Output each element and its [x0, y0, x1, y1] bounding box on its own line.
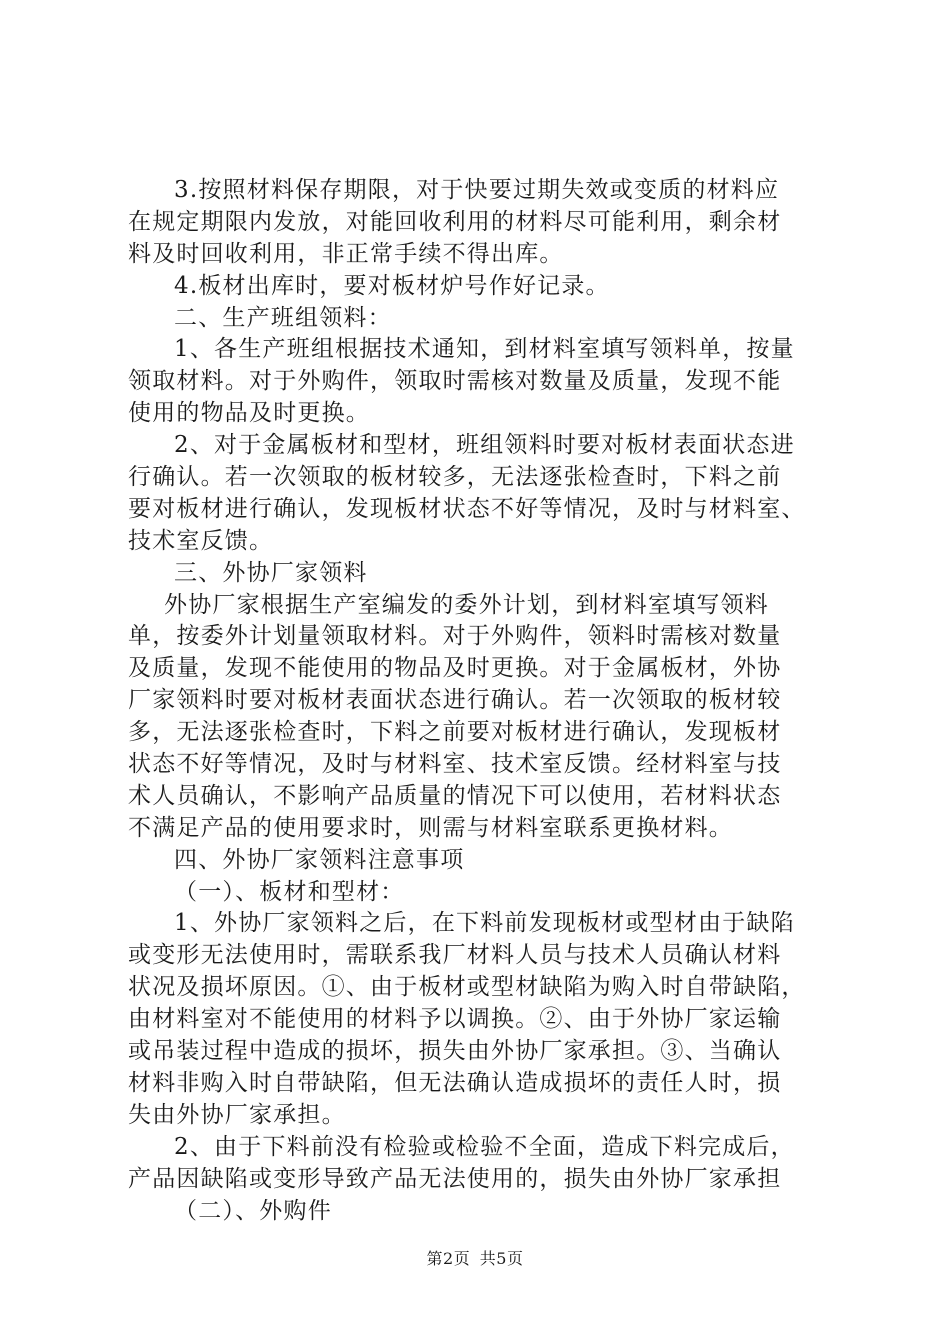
text-line: 1、各生产班组根据技术通知，到材料室填写领料单，按量 [174, 336, 795, 363]
text-line: 单，按委外计划量领取材料。对于外购件，领料时需核对数量 [128, 623, 782, 650]
text-line: 使用的物品及时更换。 [128, 400, 370, 427]
text-line: 术人员确认，不影响产品质量的情况下可以使用，若材料状态 [128, 782, 782, 809]
text-line: 失由外协厂家承担。 [128, 1101, 346, 1128]
text-line: 外协厂家根据生产室编发的委外计划，到材料室填写领料 [164, 591, 769, 618]
text-line: 领取材料。对于外购件，领取时需核对数量及质量，发现不能 [128, 368, 782, 395]
text-line: 及质量，发现不能使用的物品及时更换。对于金属板材，外协 [128, 655, 782, 682]
text-line: 二、生产班组领料： [174, 304, 392, 331]
text-line: 技术室反馈。 [128, 527, 274, 554]
text-line: 在规定期限内发放，对能回收利用的材料尽可能利用，剩余材 [128, 208, 782, 235]
text-line: 4.板材出库时，要对板材炉号作好记录。 [174, 272, 610, 299]
text-line: 2、对于金属板材和型材，班组领料时要对板材表面状态进 [174, 432, 795, 459]
text-line: 多，无法逐张检查时，下料之前要对板材进行确认，发现板材 [128, 719, 782, 746]
text-line: 材料非购入时自带缺陷，但无法确认造成损坏的责任人时，损 [128, 1069, 782, 1096]
text-line: 2、由于下料前没有检验或检验不全面，造成下料完成后， [174, 1133, 795, 1160]
page-footer [0, 1246, 950, 1269]
text-line: （一）、板材和型材： [174, 878, 405, 905]
text-line: 不满足产品的使用要求时，则需与材料室联系更换材料。 [128, 814, 733, 841]
text-line: 三、外协厂家领料 [174, 559, 368, 586]
text-line: 四、外协厂家领料注意事项 [174, 846, 465, 873]
text-line: 状况及损坏原因。①、由于板材或型材缺陷为购入时自带缺陷， [128, 974, 806, 1001]
text-line: 1、外协厂家领料之后，在下料前发现板材或型材由于缺陷 [174, 910, 795, 937]
text-line: （二）、外购件 [174, 1197, 332, 1224]
page-total: 共5页 [479, 1249, 524, 1268]
text-line: 或变形无法使用时，需联系我厂材料人员与技术人员确认材料 [128, 942, 782, 969]
document-body [128, 175, 828, 1227]
page-number: 第2页 [426, 1249, 471, 1268]
text-line: 由材料室对不能使用的材料予以调换。②、由于外协厂家运输 [128, 1006, 782, 1033]
text-line: 产品因缺陷或变形导致产品无法使用的，损失由外协厂家承担 [128, 1165, 782, 1192]
text-line: 状态不好等情况，及时与材料室、技术室反馈。经材料室与技 [128, 751, 782, 778]
text-line: 3.按照材料保存期限，对于快要过期失效或变质的材料应 [174, 177, 780, 203]
text-line: 料及时回收利用，非正常手续不得出库。 [128, 240, 564, 267]
text-line: 行确认。若一次领取的板材较多，无法逐张检查时，下料之前 [128, 464, 782, 491]
text-line: 或吊装过程中造成的损坏，损失由外协厂家承担。③、当确认 [128, 1038, 782, 1065]
text-line: 厂家领料时要对板材表面状态进行确认。若一次领取的板材较 [128, 687, 782, 714]
text-line: 要对板材进行确认，发现板材状态不好等情况，及时与材料室、 [128, 495, 806, 522]
